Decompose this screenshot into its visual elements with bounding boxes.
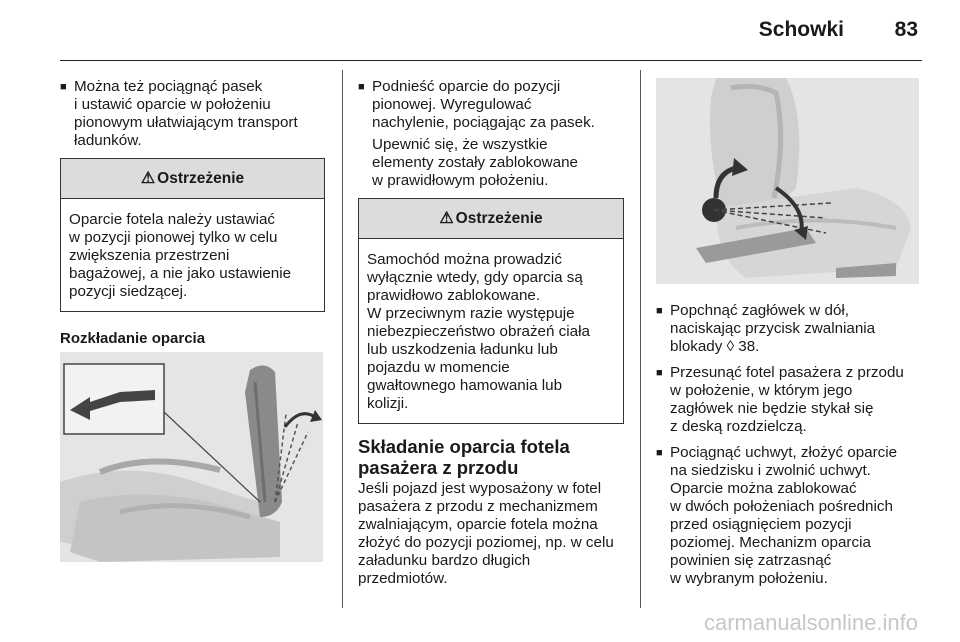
column-divider bbox=[640, 70, 641, 608]
bullet-item: ■ Pociągnąć uchwyt, złożyć oparcie na siedzisku i zwolnić uchwyt. Oparcie można zablokować w dwóch położeniach pośrednich przed osiągnięciem pozycji poziomej. Mechanizm oparcia powinien się zatrzasnąć w wybranym położeniu. bbox=[656, 444, 922, 588]
page-number: 83 bbox=[894, 18, 918, 41]
column-middle bbox=[358, 78, 624, 588]
warning-title: Ostrzeżenie bbox=[455, 209, 543, 227]
warning-box bbox=[60, 158, 325, 312]
header-rule bbox=[60, 60, 922, 61]
warning-body: Samochód można prowadzić wyłącznie wtedy, gdy oparcia są prawidłowo zablokowane. W przeciwnym razie występuje niebezpieczeństwo obrażeń ciała lub uszkodzenia ładunku lub pojazdu w momencie gwałtownego hamowania lub kolizji. bbox=[367, 251, 590, 412]
warning-header bbox=[359, 199, 623, 239]
column-divider bbox=[342, 70, 343, 608]
column-right bbox=[656, 78, 922, 596]
front-seat-illustration bbox=[656, 78, 919, 284]
warning-header bbox=[61, 159, 324, 199]
warning-title: Ostrzeżenie bbox=[157, 169, 245, 187]
bullet-item: ■ Przesunąć fotel pasażera z przodu w położenie, w którym jego zagłówek nie będzie stykał się z deską rozdzielczą. bbox=[656, 364, 922, 436]
watermark: carmanualsonline.info bbox=[703, 610, 918, 635]
warning-triangle-icon: ⚠ bbox=[140, 169, 156, 187]
warning-triangle-icon: ⚠ bbox=[439, 209, 454, 227]
bullet-item: ■ Popchnąć zagłówek w dół, naciskając przycisk zwalniania blokady ◊ 38. bbox=[656, 302, 922, 356]
bullet-item: ■ Podnieść oparcie do pozycji pionowej. Wyregulować nachylenie, pociągając za pasek. Upewnić się, że wszystkie elementy zostały zablokowane w prawidłowym położeniu. bbox=[358, 78, 624, 190]
warning-box bbox=[358, 198, 624, 424]
section-title: Składanie oparcia fotela pasażera z przodu bbox=[358, 436, 570, 478]
page-header bbox=[0, 0, 960, 60]
column-left bbox=[60, 78, 325, 562]
warning-body: Oparcie fotela należy ustawiać w pozycji pionowej tylko w celu zwiększenia przestrzeni bagażowej, a nie jako ustawienie pozycji siedzącej. bbox=[69, 211, 292, 300]
seat-folding-illustration bbox=[60, 352, 323, 562]
body-paragraph: Jeśli pojazd jest wyposażony w fotel pasażera z przodu z mechanizmem zwalniającym, oparcie fotela można złożyć do pozycji poziomej, np. w celu załadunku bardzo długich przedmiotów. bbox=[358, 480, 614, 587]
subheading: Rozkładanie oparcia bbox=[60, 330, 206, 347]
page-title: Schowki bbox=[758, 18, 844, 41]
bullet-item: ■ Można też pociągnąć pasek i ustawić oparcie w położeniu pionowym ułatwiającym transport ładunków. bbox=[60, 78, 325, 150]
